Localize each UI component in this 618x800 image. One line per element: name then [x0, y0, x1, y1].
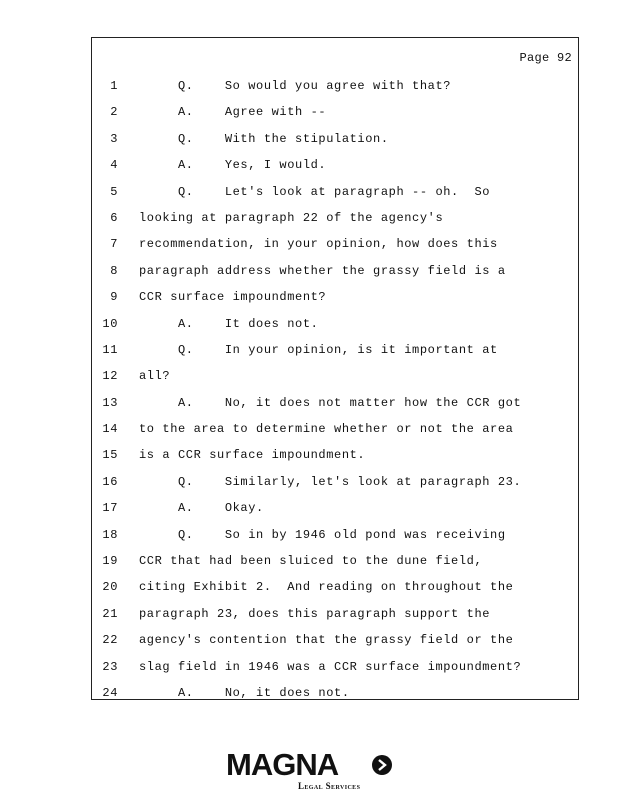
transcript-line — [92, 442, 578, 468]
transcript-line — [92, 654, 578, 680]
line-number: 15 — [102, 448, 118, 463]
transcript-line — [92, 680, 578, 706]
transcript-page — [91, 37, 579, 700]
line-text: A. Okay. — [139, 501, 264, 516]
line-text: CCR that had been sluiced to the dune field, — [139, 554, 483, 569]
line-number: 18 — [102, 527, 118, 542]
line-text: agency's contention that the grassy field or the — [139, 633, 514, 648]
line-number: 12 — [102, 369, 118, 384]
line-number: 16 — [102, 474, 118, 489]
transcript-line — [92, 205, 578, 231]
line-text: is a CCR surface impoundment. — [139, 448, 366, 463]
line-number: 22 — [102, 633, 118, 648]
logo-wordmark: MAGNA — [226, 747, 339, 782]
line-number: 19 — [102, 554, 118, 569]
line-number: 14 — [102, 422, 118, 437]
transcript-line — [92, 495, 578, 521]
line-text: to the area to determine whether or not the area — [139, 422, 514, 437]
transcript-line — [92, 522, 578, 548]
line-number: 20 — [102, 580, 118, 595]
line-number: 21 — [102, 606, 118, 621]
transcript-line — [92, 231, 578, 257]
line-number: 2 — [110, 105, 118, 120]
transcript-line — [92, 73, 578, 99]
line-text: looking at paragraph 22 of the agency's — [139, 210, 444, 225]
transcript-line — [92, 99, 578, 125]
line-number: 6 — [110, 210, 118, 225]
line-number: 9 — [110, 290, 118, 305]
line-text: Q. So in by 1946 old pond was receiving — [139, 527, 506, 542]
line-text: A. It does not. — [139, 316, 319, 331]
transcript-line — [92, 574, 578, 600]
line-text: recommendation, in your opinion, how does this — [139, 237, 498, 252]
line-text: all? — [139, 369, 171, 384]
transcript-line — [92, 601, 578, 627]
line-text: Q. Let's look at paragraph -- oh. So — [139, 184, 491, 199]
line-number: 11 — [102, 342, 118, 357]
line-text: A. Yes, I would. — [139, 158, 327, 173]
transcript-line — [92, 469, 578, 495]
line-number: 8 — [110, 263, 118, 278]
magna-logo — [226, 748, 396, 794]
line-number: 5 — [110, 184, 118, 199]
transcript-line — [92, 311, 578, 337]
transcript-line — [92, 337, 578, 363]
line-number: 17 — [102, 501, 118, 516]
line-text: citing Exhibit 2. And reading on throughout the — [139, 580, 514, 595]
transcript-lines — [92, 73, 578, 706]
chevron-right-circle-icon — [372, 755, 392, 775]
line-text: A. No, it does not. — [139, 685, 350, 700]
line-text: slag field in 1946 was a CCR surface impoundment? — [139, 659, 522, 674]
transcript-line — [92, 416, 578, 442]
transcript-line — [92, 126, 578, 152]
line-text: CCR surface impoundment? — [139, 290, 327, 305]
transcript-line — [92, 284, 578, 310]
line-number: 24 — [102, 685, 118, 700]
line-text: paragraph address whether the grassy field is a — [139, 263, 506, 278]
line-number: 4 — [110, 158, 118, 173]
transcript-line — [92, 258, 578, 284]
page-number: Page 92 — [519, 51, 572, 65]
transcript-line — [92, 627, 578, 653]
line-text: paragraph 23, does this paragraph support the — [139, 606, 491, 621]
line-text: A. No, it does not matter how the CCR got — [139, 395, 522, 410]
transcript-line — [92, 152, 578, 178]
line-number: 1 — [110, 79, 118, 93]
transcript-line — [92, 363, 578, 389]
line-number: 3 — [110, 131, 118, 146]
line-number: 10 — [102, 316, 118, 331]
line-number: 13 — [102, 395, 118, 410]
transcript-line — [92, 179, 578, 205]
line-text: A. Agree with -- — [139, 105, 327, 120]
line-text: Q. So would you agree with that? — [139, 79, 452, 93]
transcript-line — [92, 390, 578, 416]
transcript-line — [92, 548, 578, 574]
line-text: Q. In your opinion, is it important at — [139, 342, 498, 357]
line-text: Q. Similarly, let's look at paragraph 23. — [139, 474, 522, 489]
logo-subtitle: Legal Services — [298, 781, 361, 791]
line-text: Q. With the stipulation. — [139, 131, 389, 146]
line-number: 23 — [102, 659, 118, 674]
line-number: 7 — [110, 237, 118, 252]
